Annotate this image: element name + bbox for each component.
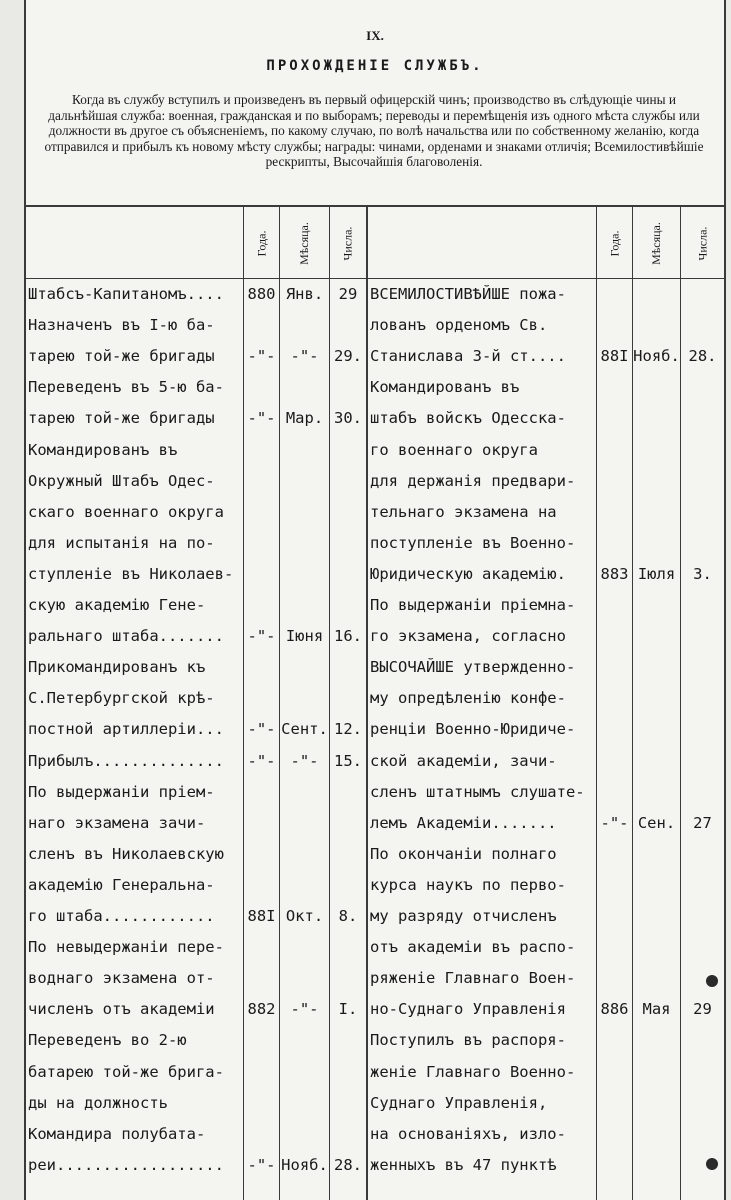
left-entry-day: 28. bbox=[334, 1155, 362, 1174]
left-entry-year bbox=[244, 931, 279, 963]
right-entry-year bbox=[597, 1087, 632, 1119]
right-entry-year bbox=[597, 278, 632, 310]
left-entry-text: ступленiе въ Николаев- bbox=[28, 564, 234, 583]
header-divider bbox=[24, 205, 726, 207]
right-entry-day bbox=[681, 465, 724, 497]
left-entry-month bbox=[280, 807, 329, 839]
left-entry-text: сленъ въ Николаевскую bbox=[28, 844, 224, 863]
right-entry-year bbox=[597, 309, 632, 341]
right-year-header bbox=[597, 212, 632, 274]
right-entry-day bbox=[681, 776, 724, 808]
right-entry-text: тельнаго экзамена на bbox=[370, 502, 557, 521]
right-entry-day bbox=[681, 1087, 724, 1119]
right-entry-month bbox=[633, 589, 680, 621]
left-entry-year bbox=[244, 651, 279, 683]
right-border bbox=[724, 0, 726, 1200]
left-entry-day: 29 bbox=[338, 285, 358, 303]
right-entry-year bbox=[597, 838, 632, 870]
right-entry-day bbox=[681, 309, 724, 341]
right-entry-month: Сен. bbox=[637, 813, 676, 832]
right-entry-text: сленъ штатнымъ слушате- bbox=[370, 782, 585, 801]
right-entry-text: женныхъ въ 47 пунктѣ bbox=[370, 1155, 557, 1174]
left-entry-month bbox=[280, 776, 329, 808]
left-entry-year: -"- bbox=[247, 409, 276, 428]
right-entry-year: 886 bbox=[600, 1000, 629, 1019]
right-entry-month bbox=[633, 402, 680, 434]
right-entry-year bbox=[597, 620, 632, 652]
left-entry-text: скаго военнаго округа bbox=[28, 502, 224, 521]
right-entry-year bbox=[597, 1118, 632, 1150]
left-entry-year bbox=[244, 434, 279, 466]
section-number: IX. bbox=[366, 28, 384, 43]
right-entry-year bbox=[597, 682, 632, 714]
right-entry-day bbox=[681, 962, 724, 994]
right-entry-text: женiе Главнаго Военно- bbox=[370, 1062, 576, 1081]
left-entry-day: 15. bbox=[334, 751, 362, 770]
left-entry-text: По невыдержанiи пере- bbox=[28, 938, 224, 957]
left-entry-day: 16. bbox=[334, 627, 362, 646]
left-entry-text: реи.................. bbox=[28, 1155, 224, 1174]
left-entry-month bbox=[280, 838, 329, 870]
right-entry-text: отъ академiи въ распо- bbox=[370, 938, 576, 957]
left-entry-month bbox=[280, 1087, 329, 1119]
left-entry-day: 12. bbox=[334, 720, 362, 739]
left-entry-month bbox=[280, 496, 329, 528]
left-entry-month bbox=[280, 558, 329, 590]
left-entry-year bbox=[244, 496, 279, 528]
left-entry-month bbox=[280, 434, 329, 466]
left-entry-year: -"- bbox=[247, 347, 276, 366]
left-entry-day bbox=[330, 682, 366, 714]
left-entry-day bbox=[330, 371, 366, 403]
right-entry-text: му опредѣленiю конфе- bbox=[370, 689, 566, 708]
right-entry-year bbox=[597, 931, 632, 963]
right-entry-day bbox=[681, 651, 724, 683]
left-entry-month: Янв. bbox=[285, 285, 324, 303]
right-entry-year: 88I bbox=[600, 347, 629, 366]
left-entry-year bbox=[244, 962, 279, 994]
left-entry-year: -"- bbox=[247, 720, 276, 739]
left-entry-text: численъ отъ академiи bbox=[28, 1000, 215, 1019]
left-entry-day bbox=[330, 1024, 366, 1056]
right-entry-year bbox=[597, 496, 632, 528]
left-entry-day bbox=[330, 1118, 366, 1150]
right-entry-text: ренцiи Военно-Юридиче- bbox=[370, 720, 576, 739]
left-entry-year bbox=[244, 589, 279, 621]
left-entry-year bbox=[244, 1118, 279, 1150]
right-entry-month bbox=[633, 869, 680, 901]
right-entry-text: По выдержанiи прiемна- bbox=[370, 596, 576, 614]
left-day-header-label: Числа. bbox=[340, 226, 355, 260]
right-entry-day bbox=[681, 838, 724, 870]
right-entry-month bbox=[633, 838, 680, 870]
right-entry-month bbox=[633, 620, 680, 652]
left-entry-year: 880 bbox=[247, 285, 276, 303]
left-entry-day bbox=[330, 931, 366, 963]
right-entry-day bbox=[681, 371, 724, 403]
right-entry-month bbox=[633, 496, 680, 528]
left-entry-month: -"- bbox=[290, 347, 319, 366]
left-entry-year bbox=[244, 371, 279, 403]
section-instructions: Когда въ службу вступилъ и произведенъ въ первый офицерскiй чинъ; производство въ слѣдующiе чины и дальнѣйшая служба: военная, гражданская и по выборамъ; переводы и перемѣщенiя изъ одного мѣста службы или должности въ другое съ объясненiемъ, по какому случаю, по волѣ начальства или по собственному желанiю, когда отправился и прибылъ къ новому мѣсту службы; награды: чинами, орденами и знаками отличiя; Всемилостивѣйшiе рескрипты, Высочайшiя благоволенiя. bbox=[44, 92, 704, 169]
right-entry-month bbox=[633, 900, 680, 932]
left-entry-text: для испытанiя на по- bbox=[28, 533, 215, 552]
right-entry-year bbox=[597, 745, 632, 777]
left-entry-year bbox=[244, 309, 279, 341]
left-entry-day bbox=[330, 496, 366, 528]
left-entry-year bbox=[244, 527, 279, 559]
middle-rule bbox=[366, 206, 368, 1200]
left-entry-day: 8. bbox=[338, 907, 358, 925]
left-entry-year: -"- bbox=[247, 627, 276, 646]
left-entry-month: Окт. bbox=[285, 907, 324, 925]
left-entry-text: ды на должность bbox=[28, 1093, 168, 1112]
left-entry-day bbox=[330, 309, 366, 341]
right-entry-text: поступленiе въ Военно- bbox=[370, 533, 576, 552]
right-day-header-label: Числа. bbox=[695, 226, 709, 260]
right-entry-year bbox=[597, 371, 632, 403]
left-entry-year: -"- bbox=[247, 751, 276, 770]
right-entry-day bbox=[681, 900, 724, 932]
left-entry-text: тарею той-же бригады bbox=[28, 347, 215, 366]
left-entry-year bbox=[244, 838, 279, 870]
right-entry-day bbox=[681, 745, 724, 777]
right-entry-month bbox=[633, 1024, 680, 1056]
right-entry-text: штабъ войскъ Одесска- bbox=[370, 409, 566, 428]
right-entry-text: Юридическую академiю. bbox=[370, 564, 566, 583]
left-entry-month: Iюня bbox=[285, 627, 324, 646]
left-entry-text: Прибылъ.............. bbox=[28, 751, 224, 770]
right-entry-day bbox=[681, 931, 724, 963]
right-entry-year bbox=[597, 434, 632, 466]
right-entry-month bbox=[633, 713, 680, 745]
right-entry-month bbox=[633, 1149, 680, 1181]
left-entry-month bbox=[280, 869, 329, 901]
right-entry-day bbox=[681, 434, 724, 466]
right-entry-text: го военнаго округа bbox=[370, 440, 538, 459]
left-entry-text: Командированъ въ bbox=[28, 440, 178, 459]
right-entry-text: ВСЕМИЛОСТИВѢЙШЕ пожа- bbox=[370, 285, 566, 303]
left-entry-day bbox=[330, 465, 366, 497]
left-entry-text: постной артиллерiи... bbox=[28, 720, 224, 739]
left-entry-year bbox=[244, 776, 279, 808]
right-year-header-label: Года. bbox=[607, 230, 621, 256]
left-entry-day: 30. bbox=[334, 409, 362, 428]
right-entry-text: Станислава 3-й ст.... bbox=[370, 347, 566, 366]
left-entry-day bbox=[330, 434, 366, 466]
right-entry-day bbox=[681, 1024, 724, 1056]
right-entry-month bbox=[633, 1056, 680, 1088]
left-entry-day bbox=[330, 1056, 366, 1088]
right-entry-text: ряженiе Главнаго Воен- bbox=[370, 969, 576, 988]
left-entry-month: -"- bbox=[290, 1000, 319, 1019]
left-month-header-label: Мѣсяца. bbox=[297, 221, 311, 265]
left-entry-text: С.Петербургской крѣ- bbox=[28, 689, 215, 708]
right-entry-text: на основанiяхъ, изло- bbox=[370, 1124, 566, 1143]
right-entry-year: -"- bbox=[600, 813, 629, 832]
right-day-header bbox=[681, 212, 724, 274]
right-entry-text: лованъ орденомъ Св. bbox=[370, 316, 548, 335]
left-entry-month bbox=[280, 527, 329, 559]
left-entry-day bbox=[330, 869, 366, 901]
right-entry-day bbox=[681, 869, 724, 901]
right-entry-year bbox=[597, 651, 632, 683]
right-entry-month bbox=[633, 962, 680, 994]
right-entry-day bbox=[681, 527, 724, 559]
left-entry-month bbox=[280, 1056, 329, 1088]
left-entry-month bbox=[280, 962, 329, 994]
left-entry-year bbox=[244, 558, 279, 590]
left-border bbox=[24, 0, 26, 1200]
left-entry-day bbox=[330, 776, 366, 808]
right-entry-text: но-Суднаго Управленiя bbox=[370, 1000, 566, 1019]
left-entry-text: батарею той-же брига- bbox=[28, 1062, 224, 1081]
left-entry-year bbox=[244, 807, 279, 839]
left-entry-text: Переведенъ во 2-ю bbox=[28, 1031, 187, 1050]
right-entry-year bbox=[597, 713, 632, 745]
left-entry-text: академiю Генеральна- bbox=[28, 875, 215, 894]
right-entry-year bbox=[597, 1149, 632, 1181]
right-month-header-label: Мѣсяца. bbox=[649, 221, 663, 265]
right-entry-text: По окончанiи полнаго bbox=[370, 844, 557, 863]
left-entry-month bbox=[280, 931, 329, 963]
left-entry-month: Нояб. bbox=[281, 1155, 328, 1174]
right-entry-day: 3. bbox=[693, 564, 712, 583]
left-entry-month bbox=[280, 589, 329, 621]
right-entry-month bbox=[633, 278, 680, 310]
left-entry-year bbox=[244, 869, 279, 901]
right-entry-text: Суднаго Управленiя, bbox=[370, 1093, 548, 1112]
left-entry-month bbox=[280, 309, 329, 341]
right-entry-month bbox=[633, 527, 680, 559]
left-entry-year: -"- bbox=[247, 1155, 276, 1174]
left-entry-day bbox=[330, 527, 366, 559]
right-entry-text: Командированъ въ bbox=[370, 378, 520, 397]
right-entry-text: ской академiи, зачи- bbox=[370, 751, 557, 770]
right-entry-day: 28. bbox=[688, 347, 717, 366]
left-entry-year bbox=[244, 1056, 279, 1088]
left-entry-text: го штаба............ bbox=[28, 907, 215, 925]
right-entry-month bbox=[633, 651, 680, 683]
right-entry-day bbox=[681, 682, 724, 714]
left-entry-day bbox=[330, 807, 366, 839]
right-entry-year bbox=[597, 527, 632, 559]
right-entry-month bbox=[633, 371, 680, 403]
left-entry-day bbox=[330, 962, 366, 994]
right-entry-text: Поступилъ въ распоря- bbox=[370, 1031, 566, 1050]
left-entry-text: наго экзамена зачи- bbox=[28, 813, 206, 832]
right-entry-day: 27 bbox=[693, 813, 712, 832]
right-entry-day bbox=[681, 278, 724, 310]
right-entry-year bbox=[597, 1024, 632, 1056]
right-entry-text: лемъ Академiи....... bbox=[370, 813, 557, 832]
left-month-header bbox=[280, 212, 329, 274]
left-entry-month bbox=[280, 465, 329, 497]
right-entry-month bbox=[633, 309, 680, 341]
left-entry-day bbox=[330, 589, 366, 621]
left-entry-year: 88I bbox=[247, 907, 276, 925]
right-entry-year bbox=[597, 869, 632, 901]
right-entry-text: для держанiя предвари- bbox=[370, 471, 576, 490]
left-entry-month: Мар. bbox=[285, 409, 324, 428]
left-entry-text: ральнаго штаба....... bbox=[28, 627, 224, 646]
right-entry-text: му разряду отчисленъ bbox=[370, 907, 557, 925]
left-entry-day bbox=[330, 838, 366, 870]
right-entry-day bbox=[681, 1149, 724, 1181]
left-entry-day bbox=[330, 651, 366, 683]
left-entry-day bbox=[330, 1087, 366, 1119]
right-entry-year bbox=[597, 589, 632, 621]
right-entry-day bbox=[681, 713, 724, 745]
right-entry-year bbox=[597, 776, 632, 808]
right-entry-month: Мая bbox=[642, 1000, 671, 1019]
right-entry-text: курса наукъ по перво- bbox=[370, 875, 566, 894]
left-year-header-label: Года. bbox=[254, 230, 268, 256]
left-entry-year bbox=[244, 1024, 279, 1056]
left-entry-text: Штабсъ-Капитаномъ.... bbox=[28, 285, 224, 303]
left-entry-month: -"- bbox=[290, 751, 319, 770]
left-entry-text: По выдержанiи прiем- bbox=[28, 782, 215, 801]
left-entry-text: тарею той-же бригады bbox=[28, 409, 215, 428]
left-entry-month bbox=[280, 371, 329, 403]
right-entry-day bbox=[681, 496, 724, 528]
right-entry-day bbox=[681, 620, 724, 652]
left-entry-text: Назначенъ въ I-ю ба- bbox=[28, 316, 215, 335]
left-entry-month bbox=[280, 651, 329, 683]
section-title: ПРОХОЖДЕНIЕ СЛУЖБЪ. bbox=[266, 58, 484, 74]
right-entry-day: 29 bbox=[693, 1000, 712, 1019]
left-day-header bbox=[330, 212, 366, 274]
right-entry-year bbox=[597, 1056, 632, 1088]
left-entry-text: скую академiю Гене- bbox=[28, 596, 206, 614]
left-entry-text: Окружный Штабъ Одес- bbox=[28, 471, 215, 490]
right-entry-month bbox=[633, 1118, 680, 1150]
left-entry-year: 882 bbox=[247, 1000, 276, 1019]
left-entry-day: I. bbox=[338, 1000, 358, 1019]
right-entry-month bbox=[633, 776, 680, 808]
right-month-header bbox=[633, 212, 680, 274]
right-entry-month bbox=[633, 434, 680, 466]
right-entry-month bbox=[633, 1087, 680, 1119]
left-entry-text: Командира полубатa- bbox=[28, 1124, 206, 1143]
right-entry-month bbox=[633, 682, 680, 714]
right-entry-text: ВЫСОЧАЙШЕ утвержденно- bbox=[370, 658, 576, 677]
right-entry-month bbox=[633, 465, 680, 497]
right-entry-year bbox=[597, 465, 632, 497]
right-entry-month bbox=[633, 745, 680, 777]
right-entry-month bbox=[633, 931, 680, 963]
right-entry-month: Нояб. bbox=[633, 347, 680, 366]
left-entry-year bbox=[244, 465, 279, 497]
left-entry-text: Переведенъ въ 5-ю ба- bbox=[28, 378, 224, 397]
left-entry-day bbox=[330, 558, 366, 590]
right-entry-day bbox=[681, 1118, 724, 1150]
right-entry-day bbox=[681, 402, 724, 434]
left-entry-month bbox=[280, 682, 329, 714]
right-entry-year bbox=[597, 962, 632, 994]
right-entry-month: Iюля bbox=[637, 564, 676, 583]
left-entry-year bbox=[244, 1087, 279, 1119]
left-entry-month: Сент. bbox=[281, 720, 328, 739]
left-year-header bbox=[244, 212, 279, 274]
left-entry-month bbox=[280, 1024, 329, 1056]
left-entry-month bbox=[280, 1118, 329, 1150]
right-entry-year: 883 bbox=[600, 564, 629, 583]
left-entry-year bbox=[244, 682, 279, 714]
left-entry-text: Прикомандированъ къ bbox=[28, 658, 206, 677]
right-entry-day bbox=[681, 1056, 724, 1088]
right-entry-text: го экзамена, согласно bbox=[370, 627, 566, 646]
right-entry-year bbox=[597, 900, 632, 932]
right-entry-day bbox=[681, 589, 724, 621]
right-entry-year bbox=[597, 402, 632, 434]
left-entry-day: 29. bbox=[334, 347, 362, 366]
left-entry-text: воднаго экзамена от- bbox=[28, 969, 215, 988]
